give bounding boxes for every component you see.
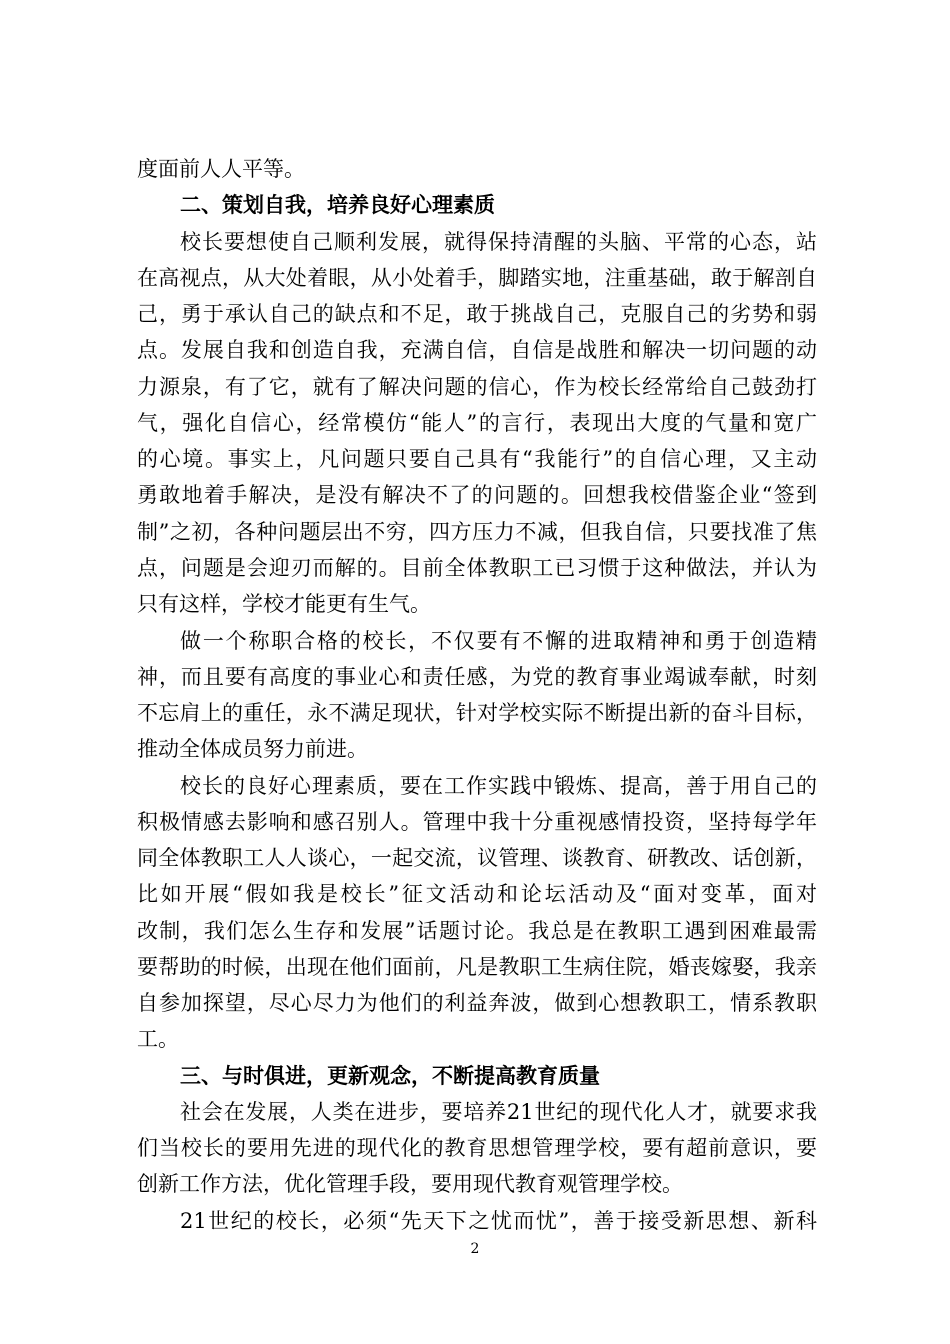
body-line: 要帮助的时候，出现在他们面前，凡是教职工生病住院，婚丧嫁娶，我亲 — [137, 955, 817, 979]
body-line: 做一个称职合格的校长，不仅要有不懈的进取精神和勇于创造精 — [180, 629, 817, 653]
page-number: 2 — [470, 1241, 480, 1257]
body-line: 在高视点，从大处着眼，从小处着手，脚踏实地，注重基础，敢于解剖自 — [137, 266, 817, 290]
body-line: 勇敢地着手解决，是没有解决不了的问题的。回想我校借鉴企业“签到 — [137, 483, 817, 507]
body-line: 创新工作方法，优化管理手段，要用现代教育观管理学校。 — [137, 1172, 683, 1196]
body-line: 同全体教职工人人谈心，一起交流，议管理、谈教育、研教改、话创新， — [137, 846, 817, 870]
section-heading: 三、与时俱进，更新观念，不断提高教育质量 — [180, 1064, 600, 1088]
body-line: 点，问题是会迎刃而解的。目前全体教职工已习惯于这种做法，并认为 — [137, 556, 817, 580]
body-line: 己，勇于承认自己的缺点和不足，敢于挑战自己，克服自己的劣势和弱 — [137, 302, 817, 326]
body-line: 气，强化自信心，经常模仿“能人”的言行，表现出大度的气量和宽广 — [137, 411, 817, 435]
body-line: 积极情感去影响和感召别人。管理中我十分重视感情投资，坚持每学年 — [137, 810, 817, 834]
body-line: 度面前人人平等。 — [137, 157, 305, 181]
body-line: 工。 — [137, 1027, 179, 1051]
body-line: 自参加探望，尽心尽力为他们的利益奔波，做到心想教职工，情系教职 — [137, 991, 817, 1015]
section-heading: 二、策划自我，培养良好心理素质 — [180, 193, 495, 217]
body-line: 力源泉，有了它，就有了解决问题的信心，作为校长经常给自己鼓劲打 — [137, 375, 817, 399]
body-line: 比如开展“假如我是校长”征文活动和论坛活动及“面对变革，面对 — [137, 882, 817, 906]
body-line: 21世纪的校长，必须“先天下之忧而忧”，善于接受新思想、新科 — [180, 1209, 817, 1233]
body-line: 神，而且要有高度的事业心和责任感，为党的教育事业竭诚奉献，时刻 — [137, 665, 817, 689]
body-line: 的心境。事实上，凡问题只要自己具有“我能行”的自信心理，又主动 — [137, 447, 817, 471]
body-line: 改制，我们怎么生存和发展”话题讨论。我总是在教职工遇到困难最需 — [137, 919, 817, 943]
body-line: 校长的良好心理素质，要在工作实践中锻炼、提高，善于用自己的 — [180, 774, 817, 798]
body-line: 推动全体成员努力前进。 — [137, 737, 368, 761]
body-line: 不忘肩上的重任，永不满足现状，针对学校实际不断提出新的奋斗目标， — [137, 701, 817, 725]
body-line: 们当校长的要用先进的现代化的教育思想管理学校，要有超前意识，要 — [137, 1136, 817, 1160]
body-line: 社会在发展，人类在进步，要培养21世纪的现代化人才，就要求我 — [180, 1100, 817, 1124]
body-line: 校长要想使自己顺利发展，就得保持清醒的头脑、平常的心态，站 — [180, 230, 817, 254]
body-line: 点。发展自我和创造自我，充满自信，自信是战胜和解决一切问题的动 — [137, 338, 817, 362]
body-line: 只有这样，学校才能更有生气。 — [137, 592, 431, 616]
body-line: 制”之初，各种问题层出不穷，四方压力不减，但我自信，只要找准了焦 — [137, 520, 817, 544]
